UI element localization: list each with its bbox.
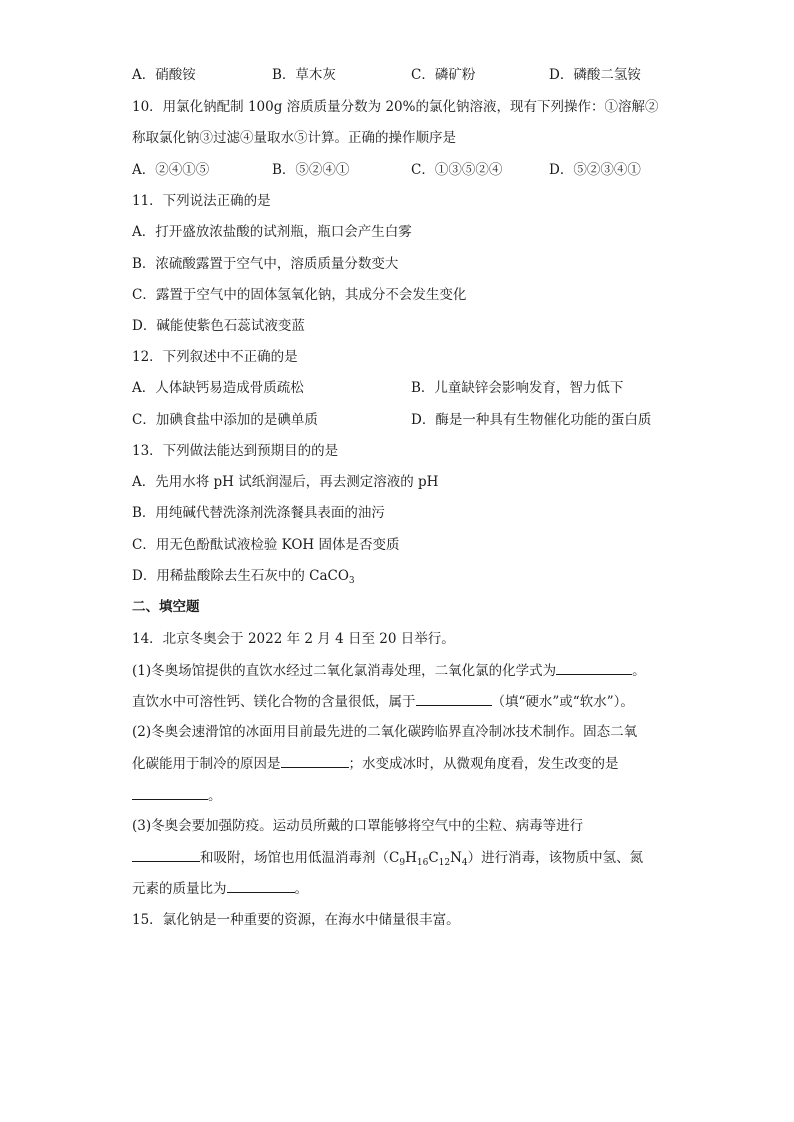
q13-option-b: B．用纯碱代替洗涤剂洗涤餐具表面的油污 xyxy=(132,505,385,521)
q12-option-b: B．儿童缺锌会影响发育，智力低下 xyxy=(411,380,624,396)
q10-stem-line2: 称取氯化钠③过滤④量取水⑤计算。正确的操作顺序是 xyxy=(132,130,456,146)
q13-stem: 13．下列做法能达到预期目的的是 xyxy=(132,443,339,459)
q10-stem-line1: 10．用氯化钠配制 100g 溶质质量分数为 20%的氯化钠溶液，现有下列操作：①溶解② xyxy=(132,99,659,115)
answer-blank[interactable] xyxy=(227,878,295,893)
q14-part3-line3: 元素的质量比为 。 xyxy=(132,878,308,899)
q10-option-b: B．⑤②④① xyxy=(272,162,350,178)
answer-blank[interactable] xyxy=(132,785,208,800)
answer-blank[interactable] xyxy=(556,660,632,675)
q14-part2-line1: (2)冬奥会速滑馆的冰面用目前最先进的二氧化碳跨临界直冷制冰技术制作。固态二氧 xyxy=(132,724,638,740)
q12-option-a: A．人体缺钙易造成骨质疏松 xyxy=(132,380,304,396)
q12-option-c: C．加碘食盐中添加的是碘单质 xyxy=(132,412,318,428)
q14-part2-line2: 化碳能用于制冷的原因是 ；水变成冰时，从微观角度看，发生改变的是 xyxy=(132,753,619,774)
q14-stem: 14．北京冬奥会于 2022 年 2 月 4 日至 20 日举行。 xyxy=(132,631,455,647)
q9-option-c: C．磷矿粉 xyxy=(411,67,476,83)
q11-option-d: D．碱能使紫色石蕊试液变蓝 xyxy=(132,318,305,334)
q15-stem: 15．氯化钠是一种重要的资源，在海水中储量很丰富。 xyxy=(132,912,460,928)
q10-option-a: A．②④①⑤ xyxy=(132,162,210,178)
answer-blank[interactable] xyxy=(132,847,200,862)
q10-option-c: C．①③⑤②④ xyxy=(411,162,503,178)
q14-part1-line2: 直饮水中可溶性钙、镁化合物的含量很低，属于 （填“硬水”或“软水”）。 xyxy=(132,691,634,712)
q10-option-d: D．⑤②③④① xyxy=(549,162,641,178)
q13-option-d: D．用稀盐酸除去生石灰中的 CaCO$_3$ xyxy=(132,568,355,586)
q14-part2-line3: 。 xyxy=(132,785,222,806)
q11-stem: 11．下列说法正确的是 xyxy=(132,193,271,209)
q9-option-a: A．硝酸铵 xyxy=(132,67,196,83)
section-title: 二、填空题 xyxy=(132,599,200,615)
q11-option-c: C．露置于空气中的固体氢氧化钠，其成分不会发生变化 xyxy=(132,287,467,303)
q9-option-b: B．草木灰 xyxy=(272,67,336,83)
q14-part3-line2: 和吸附，场馆也用低温消毒剂$(C_9H_{16}C_{12}N_4)$进行消毒，该物质中氢、氮 xyxy=(132,847,643,868)
answer-blank[interactable] xyxy=(281,753,349,768)
q11-option-a: A．打开盛放浓盐酸的试剂瓶，瓶口会产生白雾 xyxy=(132,224,412,240)
q9-option-d: D．磷酸二氢铵 xyxy=(549,67,641,83)
q14-part3-line1: (3)冬奥会要加强防疫。运动员所戴的口罩能够将空气中的尘粒、病毒等进行 xyxy=(132,818,584,834)
q13-option-a: A．先用水将 pH 试纸润湿后，再去测定溶液的 pH xyxy=(132,474,439,490)
answer-blank[interactable] xyxy=(416,691,492,706)
q12-stem: 12．下列叙述中不正确的是 xyxy=(132,349,298,365)
q13-option-c: C．用无色酚酞试液检验 KOH 固体是否变质 xyxy=(132,537,400,553)
q14-part1-line1: (1)冬奥场馆提供的直饮水经过二氧化氯消毒处理，二氧化氯的化学式为 。 xyxy=(132,660,646,681)
q12-option-d: D．酶是一种具有生物催化功能的蛋白质 xyxy=(411,412,652,428)
q11-option-b: B．浓硫酸露置于空气中，溶质质量分数变大 xyxy=(132,256,399,272)
